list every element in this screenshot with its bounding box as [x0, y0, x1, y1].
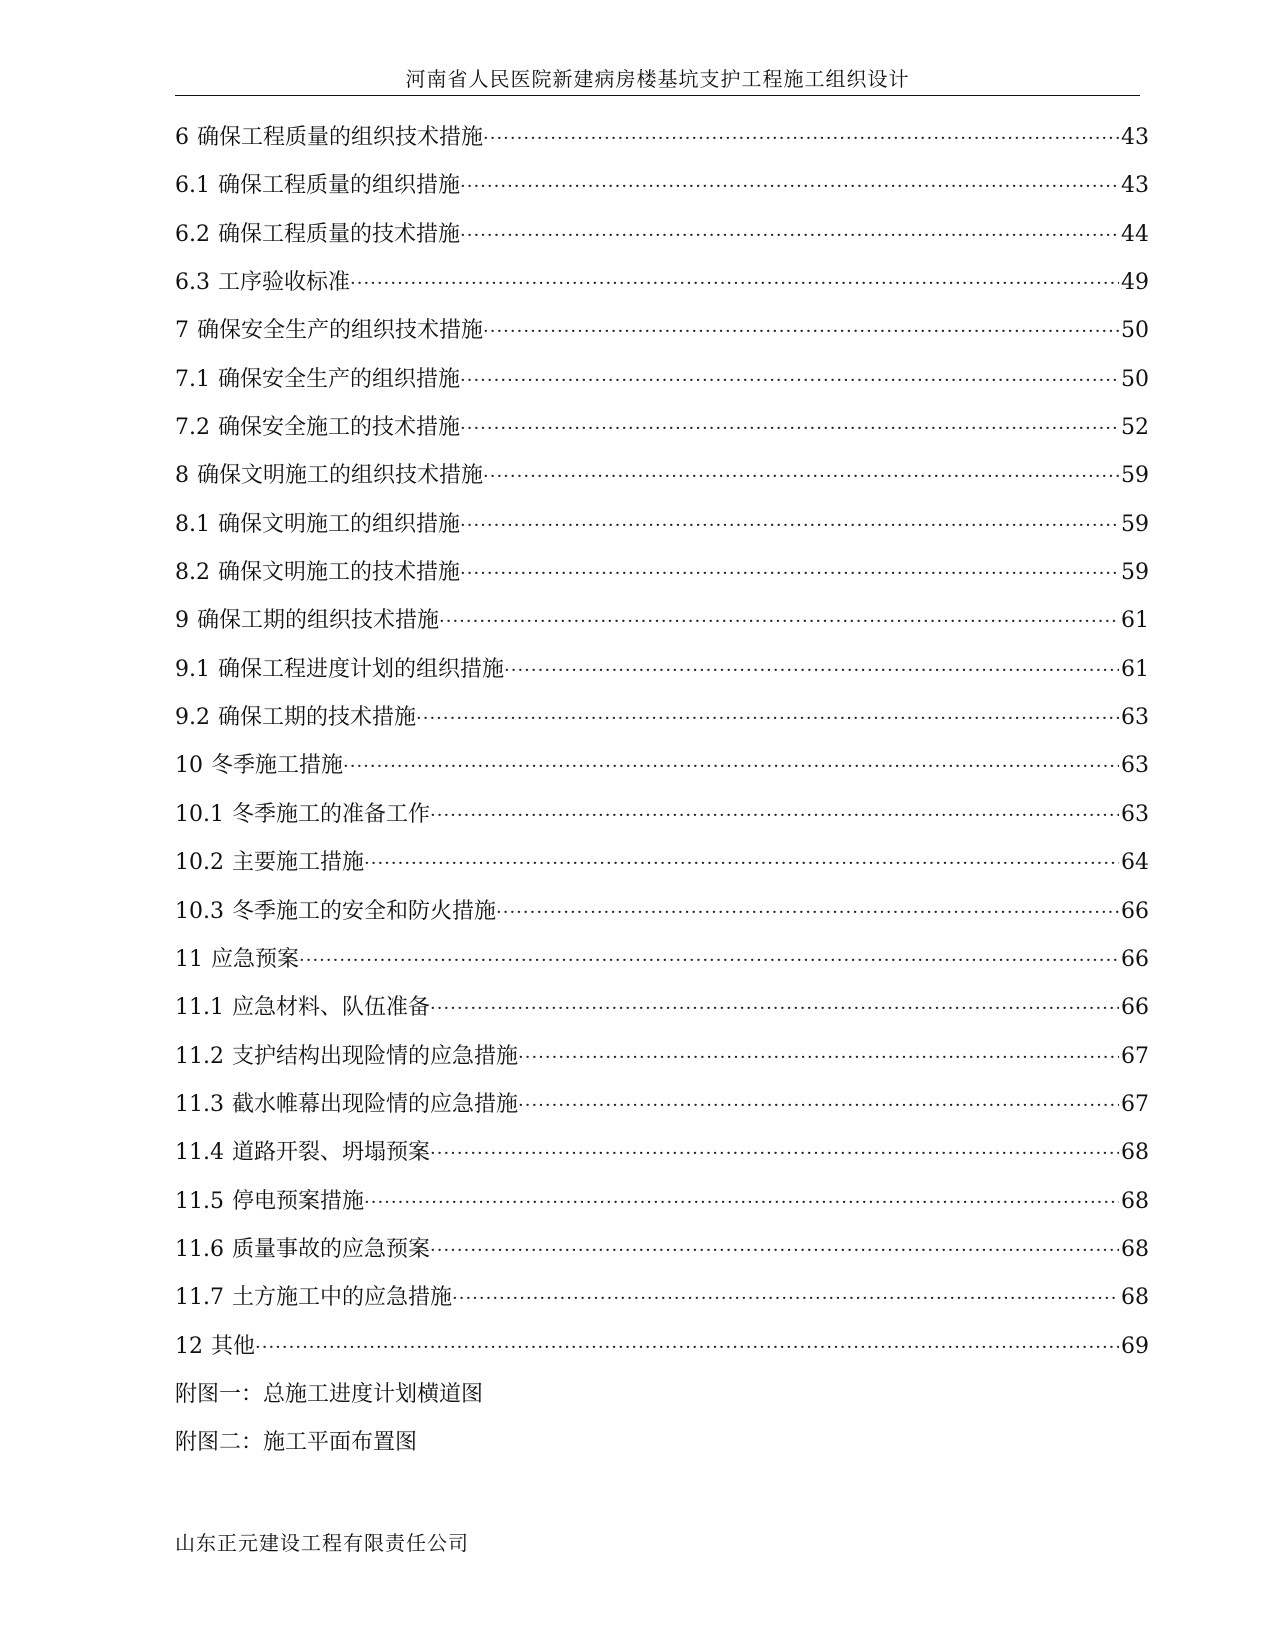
toc-entry[interactable] [175, 936, 1149, 984]
toc-dot-leader [518, 1034, 1119, 1082]
toc-entry-number: 11.3 [175, 1091, 224, 1117]
toc-entry-page: 67 [1121, 1043, 1149, 1069]
toc-entry-title: 确保文明施工的组织技术措施 [197, 463, 484, 489]
toc-entry-number: 11 [175, 946, 203, 972]
toc-dot-leader [416, 695, 1119, 743]
toc-dot-leader [460, 212, 1119, 260]
appendix-entry[interactable]: 附图一：总施工进度计划横道图 [175, 1381, 484, 1407]
toc-entry-number: 6.1 [175, 173, 210, 199]
toc-entry-number: 11.6 [175, 1236, 224, 1262]
toc-entry-page: 50 [1121, 318, 1149, 344]
toc-entry-number: 9 [175, 608, 189, 634]
toc-entry-page: 50 [1121, 366, 1149, 392]
toc-entry-number: 9.2 [175, 705, 210, 731]
toc-entry-page: 52 [1121, 415, 1149, 441]
toc-entry[interactable] [175, 694, 1149, 742]
toc-entry-page: 49 [1121, 270, 1149, 296]
toc-dot-leader [452, 1275, 1119, 1323]
toc-entry-page: 63 [1121, 705, 1149, 731]
toc-entry[interactable] [175, 1081, 1149, 1129]
toc-entry[interactable] [175, 1274, 1149, 1322]
toc-entry[interactable] [175, 114, 1149, 162]
toc-entry[interactable] [175, 452, 1149, 500]
toc-entry-page: 68 [1121, 1236, 1149, 1262]
toc-entry-title: 工序验收标准 [218, 270, 351, 296]
toc-entry[interactable] [175, 307, 1149, 355]
toc-entry-title: 确保工期的技术措施 [218, 705, 417, 731]
toc-entry-number: 7.1 [175, 366, 210, 392]
toc-dot-leader [460, 357, 1119, 405]
toc-entry[interactable] [175, 888, 1149, 936]
toc-entry[interactable] [175, 646, 1149, 694]
toc-entry-number: 8.1 [175, 511, 210, 537]
toc-entry[interactable] [175, 597, 1149, 645]
toc-dot-leader [496, 889, 1119, 937]
toc-entry-title: 应急材料、队伍准备 [231, 995, 430, 1021]
toc-entry-page: 59 [1121, 560, 1149, 586]
toc-entry-title: 确保安全生产的组织措施 [218, 366, 461, 392]
toc-entry-number: 11.1 [175, 995, 224, 1021]
toc-entry-title: 确保文明施工的组织措施 [218, 511, 461, 537]
toc-entry-page: 59 [1121, 463, 1149, 489]
toc-entry-title: 道路开裂、坍塌预案 [231, 1140, 430, 1166]
toc-entry-title: 确保工程进度计划的组织措施 [218, 656, 505, 682]
toc-entry[interactable] [175, 1226, 1149, 1274]
toc-dot-leader [350, 260, 1119, 308]
toc-entry-title: 冬季施工的安全和防火措施 [231, 898, 496, 924]
toc-entry[interactable] [175, 356, 1149, 404]
toc-dot-leader [518, 1082, 1119, 1130]
toc-entry-title: 确保工期的组织技术措施 [197, 608, 440, 634]
toc-entry-number: 10.3 [175, 898, 224, 924]
toc-dot-leader [439, 598, 1119, 646]
toc-entry[interactable] [175, 1323, 1149, 1371]
toc-entry[interactable] [175, 549, 1149, 597]
toc-entry-page: 67 [1121, 1091, 1149, 1117]
toc-dot-leader [343, 743, 1119, 791]
toc-dot-leader [460, 163, 1119, 211]
toc-entry-title: 截水帷幕出现险情的应急措施 [231, 1091, 518, 1117]
toc-entry-page: 43 [1121, 173, 1149, 199]
toc-entry[interactable] [175, 984, 1149, 1032]
toc-entry-page: 43 [1121, 125, 1149, 150]
toc-entry[interactable] [175, 1178, 1149, 1226]
toc-entry-page: 66 [1121, 946, 1149, 972]
toc-entry-number: 11.5 [175, 1188, 224, 1214]
table-of-contents [175, 114, 1149, 1468]
page-header-title: 河南省人民医院新建病房楼基坑支护工程施工组织设计 [405, 67, 910, 91]
toc-entry-number: 10 [175, 753, 203, 779]
toc-entry-page: 61 [1121, 656, 1149, 682]
toc-dot-leader [460, 502, 1119, 550]
toc-entry-page: 66 [1121, 898, 1149, 924]
toc-entry[interactable] [175, 404, 1149, 452]
toc-entry[interactable] [175, 259, 1149, 307]
toc-entry-title: 冬季施工的准备工作 [231, 801, 430, 827]
toc-entry-title: 主要施工措施 [231, 850, 364, 876]
toc-dot-leader [364, 840, 1119, 888]
toc-entry-page: 61 [1121, 608, 1149, 634]
toc-entry-number: 11.7 [175, 1285, 224, 1311]
toc-entry-page: 69 [1121, 1333, 1149, 1359]
toc-dot-leader [430, 1130, 1119, 1178]
toc-dot-leader [430, 792, 1119, 840]
toc-entry-number: 6.3 [175, 270, 210, 296]
toc-dot-leader [364, 1179, 1119, 1227]
toc-entry[interactable] [175, 791, 1149, 839]
toc-entry-title: 土方施工中的应急措施 [231, 1285, 452, 1311]
toc-entry[interactable] [175, 1033, 1149, 1081]
toc-entry-number: 10.1 [175, 801, 224, 827]
toc-entry-page: 68 [1121, 1188, 1149, 1214]
page-footer-company: 山东正元建设工程有限责任公司 [175, 1531, 469, 1555]
toc-dot-leader [460, 405, 1119, 453]
toc-entry-number: 11.2 [175, 1043, 224, 1069]
toc-entry-number: 10.2 [175, 850, 224, 876]
toc-entry-title: 确保安全生产的组织技术措施 [197, 318, 484, 344]
toc-dot-leader [504, 647, 1119, 695]
toc-entry[interactable] [175, 211, 1149, 259]
toc-dot-leader [483, 308, 1119, 356]
toc-entry-title: 支护结构出现险情的应急措施 [231, 1043, 518, 1069]
header-rule [175, 95, 1140, 96]
toc-entry-page: 44 [1121, 221, 1149, 247]
toc-entry-page: 68 [1121, 1140, 1149, 1166]
toc-entry-title: 确保工程质量的组织技术措施 [197, 125, 484, 150]
toc-entry-title: 确保工程质量的技术措施 [218, 221, 461, 247]
toc-entry-title: 确保文明施工的技术措施 [218, 560, 461, 586]
appendix-entry[interactable]: 附图二：施工平面布置图 [175, 1430, 418, 1456]
toc-entry-title: 冬季施工措施 [211, 753, 344, 779]
toc-entry-page: 63 [1121, 801, 1149, 827]
toc-entry[interactable] [175, 1129, 1149, 1177]
toc-entry[interactable] [175, 162, 1149, 210]
toc-entry-title: 质量事故的应急预案 [231, 1236, 430, 1262]
toc-dot-leader [483, 115, 1119, 163]
toc-entry-page: 59 [1121, 511, 1149, 537]
toc-entry-page: 66 [1121, 995, 1149, 1021]
toc-entry-page: 64 [1121, 850, 1149, 876]
toc-entry[interactable] [175, 742, 1149, 790]
toc-entry-number: 7.2 [175, 415, 210, 441]
toc-entry-title: 停电预案措施 [231, 1188, 364, 1214]
toc-entry-number: 11.4 [175, 1140, 224, 1166]
toc-entry-number: 12 [175, 1333, 203, 1359]
toc-entry-number: 8.2 [175, 560, 210, 586]
toc-entry-number: 6.2 [175, 221, 210, 247]
toc-entry-title: 确保安全施工的技术措施 [218, 415, 461, 441]
toc-dot-leader [255, 1324, 1119, 1372]
toc-entry-page: 63 [1121, 753, 1149, 779]
toc-dot-leader [460, 550, 1119, 598]
toc-dot-leader [430, 985, 1119, 1033]
toc-entry-title: 其他 [211, 1333, 256, 1359]
toc-entry-number: 6 [175, 125, 189, 150]
toc-entry-title: 确保工程质量的组织措施 [218, 173, 461, 199]
toc-entry-number: 7 [175, 318, 189, 344]
toc-dot-leader [430, 1227, 1119, 1275]
toc-entry-page: 68 [1121, 1285, 1149, 1311]
toc-dot-leader [299, 937, 1119, 985]
toc-entry[interactable] [175, 501, 1149, 549]
toc-entry[interactable] [175, 839, 1149, 887]
toc-entry-title: 应急预案 [211, 946, 300, 972]
toc-entry-number: 9.1 [175, 656, 210, 682]
toc-dot-leader [483, 453, 1119, 501]
toc-entry-number: 8 [175, 463, 189, 489]
